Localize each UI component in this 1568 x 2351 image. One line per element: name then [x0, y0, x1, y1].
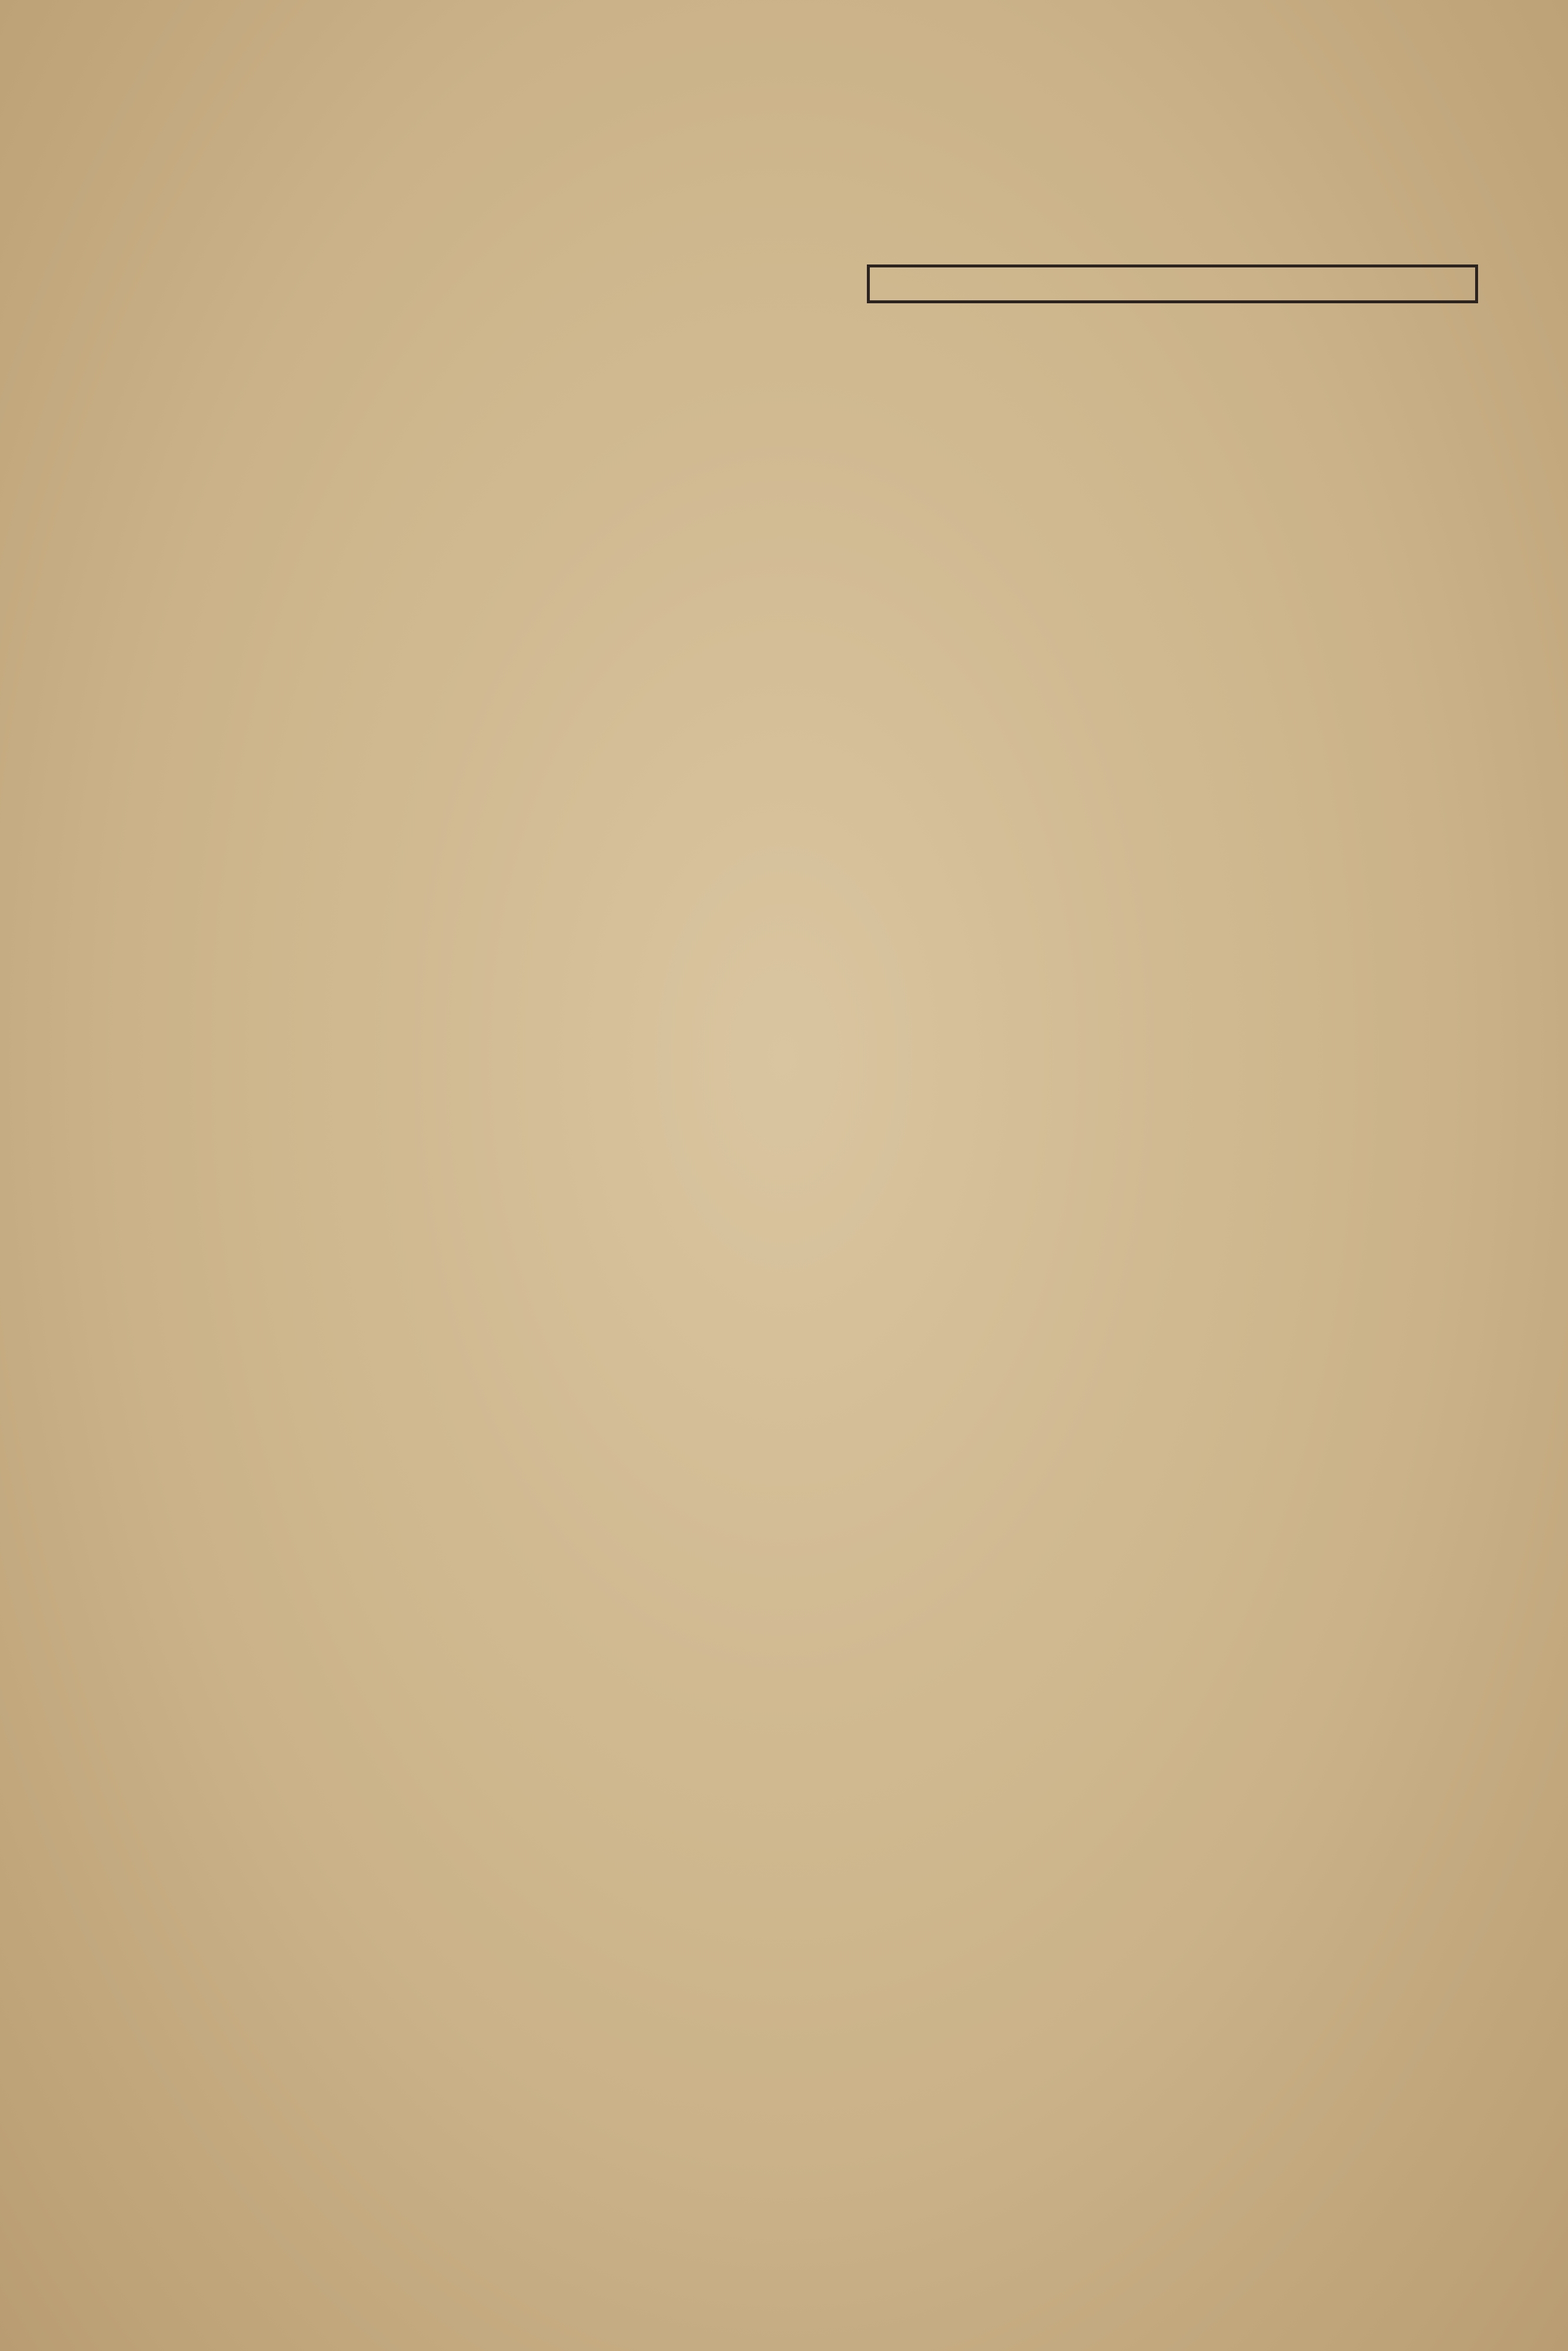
- left-column: [182, 200, 826, 227]
- page-header: [182, 129, 1487, 176]
- upcoming-stories-box: [867, 264, 1478, 303]
- right-column: [867, 200, 1496, 303]
